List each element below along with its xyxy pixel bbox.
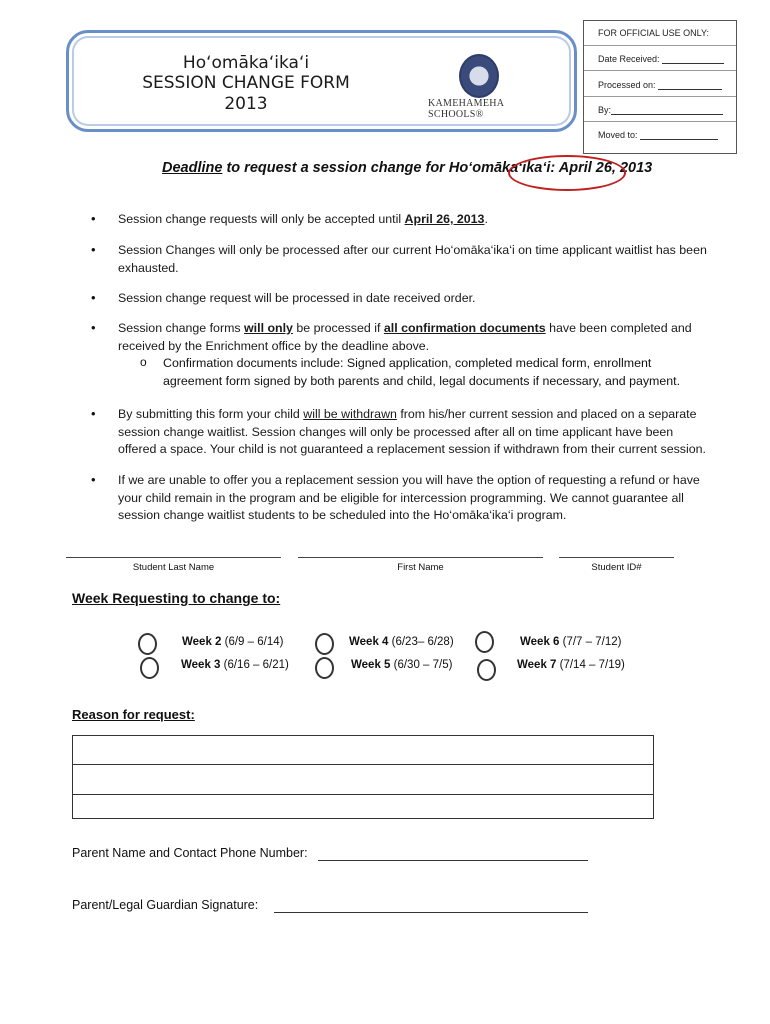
official-use-heading: FOR OFFICIAL USE ONLY: — [598, 28, 710, 38]
week-2-label: Week 2 (6/9 – 6/14) — [182, 636, 284, 648]
school-seal-icon — [459, 54, 499, 98]
reason-row-divider — [73, 764, 653, 765]
bullet-refund-option: If we are unable to offer you a replacement session you will have the option of requesting a refund or have your child remain in the program and be eligible for intercession programming. We cannot guarantee all session change waitlist students to be scheduled into the Ho‘omāka‘ika‘i program. — [118, 473, 700, 522]
first-name-line[interactable] — [298, 557, 543, 558]
week-7-radio[interactable] — [477, 659, 496, 681]
processed-on-field[interactable]: Processed on: — [598, 80, 722, 90]
week-6-radio[interactable] — [475, 631, 494, 653]
bullet-withdrawn: By submitting this form your child will be withdrawn from his/her current session and placed on a separate session change waitlist. Session changes will only be processed after all on time applicant have been offered a space. Your child is not guaranteed a replacement session if withdrawn from their current session. — [118, 407, 706, 456]
week-5-radio[interactable] — [315, 657, 334, 679]
guardian-signature-line[interactable] — [274, 912, 588, 913]
week-3-label: Week 3 (6/16 – 6/21) — [181, 659, 289, 671]
official-use-box — [583, 20, 737, 154]
reason-table[interactable] — [72, 735, 654, 819]
school-name: KAMEHAMEHA SCHOOLS® — [428, 98, 504, 120]
bullet-processed-after-waitlist: Session Changes will only be processed after our current Ho‘omāka‘ika‘i on time applicant waitlist has been exhausted. — [118, 243, 707, 275]
week-7-label: Week 7 (7/14 – 7/19) — [517, 659, 625, 671]
bullet-confirmation-documents: Session change forms will only be processed if all confirmation documents have been completed and received by the Enrichment office by the deadline above. — [118, 321, 692, 353]
deadline-date: April 26, 2013 — [558, 160, 653, 176]
week-2-radio[interactable] — [138, 633, 157, 655]
weeks-heading: Week Requesting to change to: — [72, 590, 281, 606]
week-4-label: Week 4 (6/23– 6/28) — [349, 636, 454, 648]
bullet-accept-until: Session change requests will only be accepted until April 26, 2013. — [118, 212, 488, 226]
reason-row-divider — [73, 794, 653, 795]
reason-heading: Reason for request: — [72, 707, 195, 722]
form-year: 2013 — [224, 94, 268, 114]
student-id-line[interactable] — [559, 557, 674, 558]
parent-contact-line[interactable] — [318, 860, 588, 861]
form-title: SESSION CHANGE FORM — [142, 73, 350, 93]
student-id-label: Student ID# — [591, 562, 642, 573]
by-field[interactable]: By: — [598, 105, 723, 115]
bullet-date-order: Session change request will be processed in date received order. — [118, 291, 476, 305]
deadline-circle-mark — [508, 155, 626, 191]
week-5-label: Week 5 (6/30 – 7/5) — [351, 659, 453, 671]
moved-to-field[interactable]: Moved to: — [598, 130, 718, 140]
first-name-label: First Name — [397, 562, 444, 573]
week-3-radio[interactable] — [140, 657, 159, 679]
sub-bullet-documents-list: Confirmation documents include: Signed application, completed medical form, enrollment agreement form signed by both parents and child, legal documents if necessary, and payment. — [163, 356, 681, 388]
week-6-label: Week 6 (7/7 – 7/12) — [520, 636, 622, 648]
parent-contact-label: Parent Name and Contact Phone Number: — [72, 846, 308, 860]
guardian-signature-label: Parent/Legal Guardian Signature: — [72, 898, 259, 912]
program-title: Ho‘omāka‘ika‘i — [182, 53, 310, 73]
student-last-name-line[interactable] — [66, 557, 281, 558]
student-last-name-label: Student Last Name — [132, 562, 215, 573]
deadline-statement: Deadline to request a session change for Ho‘omāka‘ika‘i: April 26, 2013 — [162, 160, 653, 176]
date-received-field[interactable]: Date Received: — [598, 54, 724, 64]
week-4-radio[interactable] — [315, 633, 334, 655]
